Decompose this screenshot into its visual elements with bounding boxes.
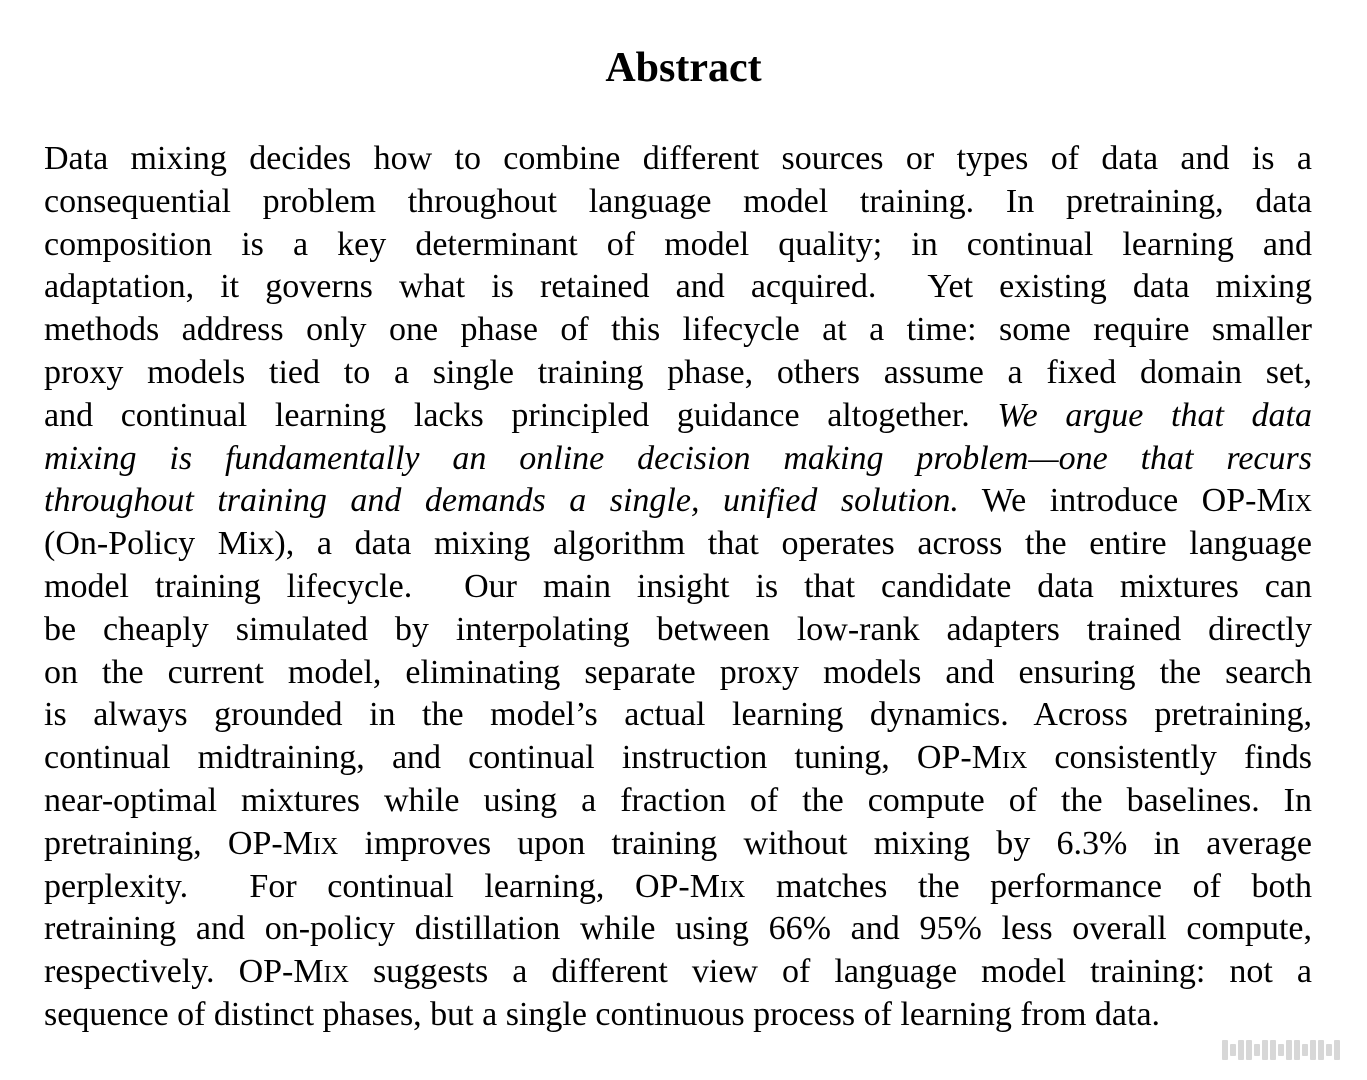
abstract-line xyxy=(44,823,1312,866)
abstract-line xyxy=(44,866,1312,909)
abstract-text: adaptation, it governs what is retained and acquired. Yet existing data mixing xyxy=(44,268,1312,306)
abstract-line xyxy=(44,309,1312,352)
abstract-line xyxy=(44,609,1312,652)
method-name-smallcaps: Mix xyxy=(282,824,339,862)
abstract-line xyxy=(44,181,1312,224)
abstract-text: is always grounded in the model’s actual learning dynamics. Across pretraining, xyxy=(44,696,1312,734)
abstract-text: continual midtraining, and continual instruction tuning, OP- xyxy=(44,739,972,777)
abstract-text: pretraining, OP- xyxy=(44,824,283,862)
emphasized-text: We argue that data xyxy=(997,396,1312,434)
abstract-text: perplexity. For continual learning, OP- xyxy=(44,867,690,905)
emphasized-text: throughout training and demands a single, unified solution. xyxy=(44,482,959,520)
abstract-text: improves upon training without mixing by 6.3% in average xyxy=(338,824,1312,862)
abstract-text: We introduce OP- xyxy=(958,482,1257,520)
abstract-text: methods address only one phase of this lifecycle at a time: some require smaller xyxy=(44,311,1312,349)
abstract-line xyxy=(44,652,1312,695)
abstract-text: matches the performance of both xyxy=(745,867,1312,905)
abstract-line xyxy=(44,395,1312,438)
abstract-text: consequential problem throughout language model training. In pretraining, data xyxy=(44,182,1312,220)
abstract-line xyxy=(44,266,1312,309)
abstract-line xyxy=(44,780,1312,823)
abstract-heading: Abstract xyxy=(605,45,762,91)
abstract-text: respectively. OP- xyxy=(44,953,294,991)
abstract-line xyxy=(44,480,1312,523)
abstract-line xyxy=(44,994,1312,1037)
abstract-line xyxy=(44,138,1312,181)
abstract-text: composition is a key determinant of model quality; in continual learning and xyxy=(44,225,1312,263)
abstract-line xyxy=(44,224,1312,267)
abstract-text: and continual learning lacks principled guidance altogether. xyxy=(44,396,998,434)
abstract-text: (On-Policy Mix), a data mixing algorithm that operates across the entire language xyxy=(44,525,1312,563)
method-name-smallcaps: Mix xyxy=(971,739,1028,777)
abstract-text: retraining and on-policy distillation while using 66% and 95% less overall compute, xyxy=(44,910,1312,948)
watermark-logo xyxy=(1222,1036,1342,1064)
method-name-smallcaps: Mix xyxy=(1256,482,1312,520)
abstract-line xyxy=(44,566,1312,609)
abstract-text: consistently finds xyxy=(1027,739,1312,777)
abstract-line xyxy=(44,694,1312,737)
abstract-line xyxy=(44,737,1312,780)
abstract-paragraph xyxy=(44,138,1312,1037)
abstract-text: be cheaply simulated by interpolating between low-rank adapters trained directly xyxy=(44,610,1312,648)
abstract-line xyxy=(44,438,1312,481)
abstract-line xyxy=(44,352,1312,395)
method-name-smallcaps: Mix xyxy=(689,867,746,905)
abstract-text: sequence of distinct phases, but a single continuous process of learning from data. xyxy=(44,995,1161,1033)
abstract-text: suggests a different view of language model training: not a xyxy=(348,953,1312,991)
abstract-text: Data mixing decides how to combine different sources or types of data and is a xyxy=(44,140,1312,177)
abstract-text: on the current model, eliminating separate proxy models and ensuring the search xyxy=(44,653,1312,691)
abstract-line xyxy=(44,523,1312,566)
abstract-text: near-optimal mixtures while using a fraction of the compute of the baselines. In xyxy=(44,781,1312,819)
emphasized-text: mixing is fundamentally an online decision making problem—one that recurs xyxy=(44,439,1312,477)
abstract-text: model training lifecycle. Our main insight is that candidate data mixtures can xyxy=(44,567,1312,605)
abstract-line xyxy=(44,951,1312,994)
abstract-text: proxy models tied to a single training phase, others assume a fixed domain set, xyxy=(44,353,1312,391)
abstract-line xyxy=(44,908,1312,951)
method-name-smallcaps: Mix xyxy=(293,953,349,991)
